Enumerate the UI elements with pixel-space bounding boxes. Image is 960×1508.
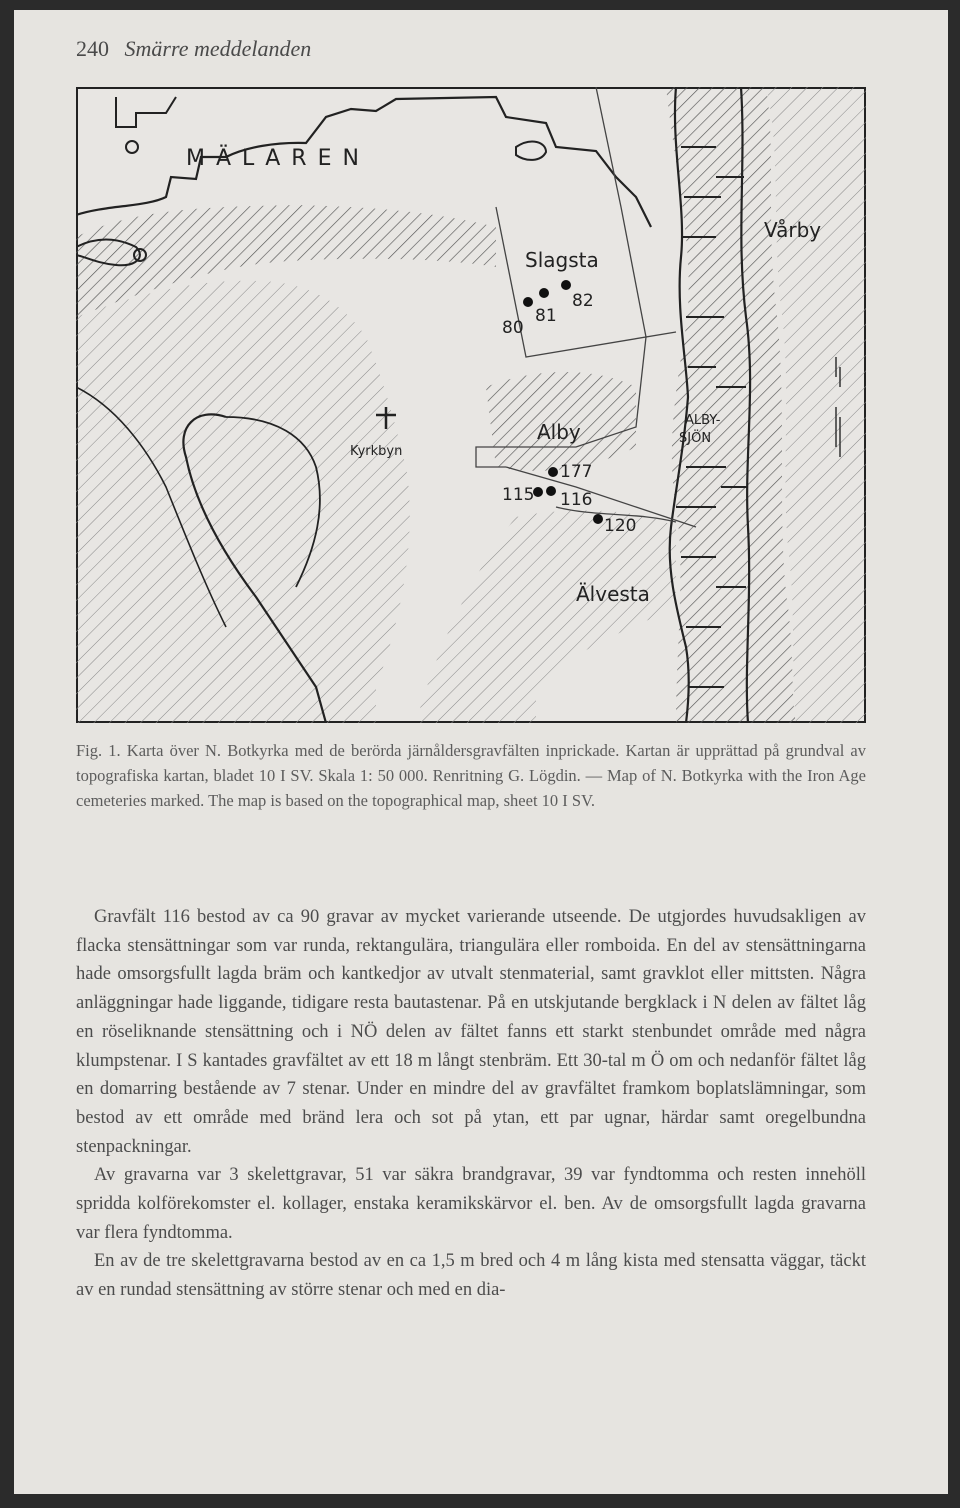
cemetery-81-dot	[539, 288, 549, 298]
label-cemetery-177: 177	[560, 462, 593, 482]
label-albysjon-1: ALBY-	[685, 413, 721, 428]
label-cemetery-80: 80	[502, 318, 524, 338]
cemetery-80-dot	[523, 297, 533, 307]
article-body	[76, 903, 866, 1305]
map-drawing	[76, 87, 866, 723]
label-cemetery-82: 82	[572, 291, 594, 311]
label-albysjon-2: SJÖN	[679, 431, 712, 446]
cemetery-177-dot	[548, 467, 558, 477]
paragraph-2: Av gravarna var 3 skelettgravar, 51 var säkra brandgravar, 39 var fyndtomma och resten innehöll spridda kolförekomster el. kollager, enstaka keramikskärvor el. ben. Av de omsorgsfullt lagda gravarna var flera fyndtomma.	[76, 1165, 866, 1243]
malaren-shoreline	[76, 97, 651, 227]
label-cemetery-116: 116	[560, 490, 593, 510]
terrain-area-west	[76, 281, 410, 723]
terrain-area-south	[416, 510, 676, 723]
shore-inlet	[116, 97, 176, 127]
islet-1	[126, 141, 138, 153]
lake-label: M Ä L A R E N	[186, 146, 361, 171]
page-number: 240	[76, 36, 109, 61]
label-kyrkbyn: Kyrkbyn	[350, 444, 403, 459]
cemetery-115-dot	[533, 487, 543, 497]
label-alvesta: Älvesta	[576, 582, 650, 606]
cemetery-116-dot	[546, 486, 556, 496]
map-figure	[76, 87, 866, 723]
figure-caption: Fig. 1. Karta över N. Botkyrka med de berörda järnåldersgravfälten inprickade. Kartan är upprättad på grundval av topografiska kartan, bladet 10 I SV. Skala 1: 50 000. Renritning G. Lögdin. — Map of N. Botkyrka with the Iron Age cemeteries marked. The map is based on the topographical map, sheet 10 I SV.	[76, 741, 866, 810]
islet-3	[516, 142, 546, 160]
cemetery-82-dot	[561, 280, 571, 290]
label-alby: Alby	[537, 420, 581, 444]
paragraph-1: Gravfält 116 bestod av ca 90 gravar av mycket varierande utseende. De utgjordes huvudsakligen av flacka stensättningar som var runda, rektangulära, triangulära eller romboida. En del av stensättningarna hade omsorgsfullt lagda bräm och kantkedjor av utvalt stenmaterial, samt gravklot eller mittsten. Några anläggningar hade liggande, tidigare resta bautastenar. På en utskjutande bergklack i N delen av fältet låg en röseliknande stensättning och i NÖ delen av fältet fanns ett starkt stenbundet område med några klumpstenar. I S kantades gravfältet av ett 18 m långt stenbräm. Ett 30-tal m Ö om och nedanför fältet låg en domarring bestående av 7 stenar. Under en mindre del av gravfältet framkom boplatslämningar, som bestod av ett område med bränd lera och sot på ytan, ett par ugnar, härdar samt oregelbundna stenpackningar.	[76, 907, 866, 1157]
running-header	[76, 36, 311, 62]
cemetery-120-dot	[593, 514, 603, 524]
label-varby: Vårby	[764, 218, 822, 242]
paragraph-3: En av de tre skelettgravarna bestod av en ca 1,5 m bred och 4 m lång kista med stensatta väggar, täckt av en rundad stensättning av större stenar och med en dia-	[76, 1251, 866, 1301]
label-slagsta: Slagsta	[525, 248, 599, 272]
label-cemetery-115: 115	[502, 485, 535, 505]
label-cemetery-81: 81	[535, 306, 557, 326]
running-title: Smärre meddelanden	[124, 36, 312, 61]
label-cemetery-120: 120	[604, 516, 637, 536]
